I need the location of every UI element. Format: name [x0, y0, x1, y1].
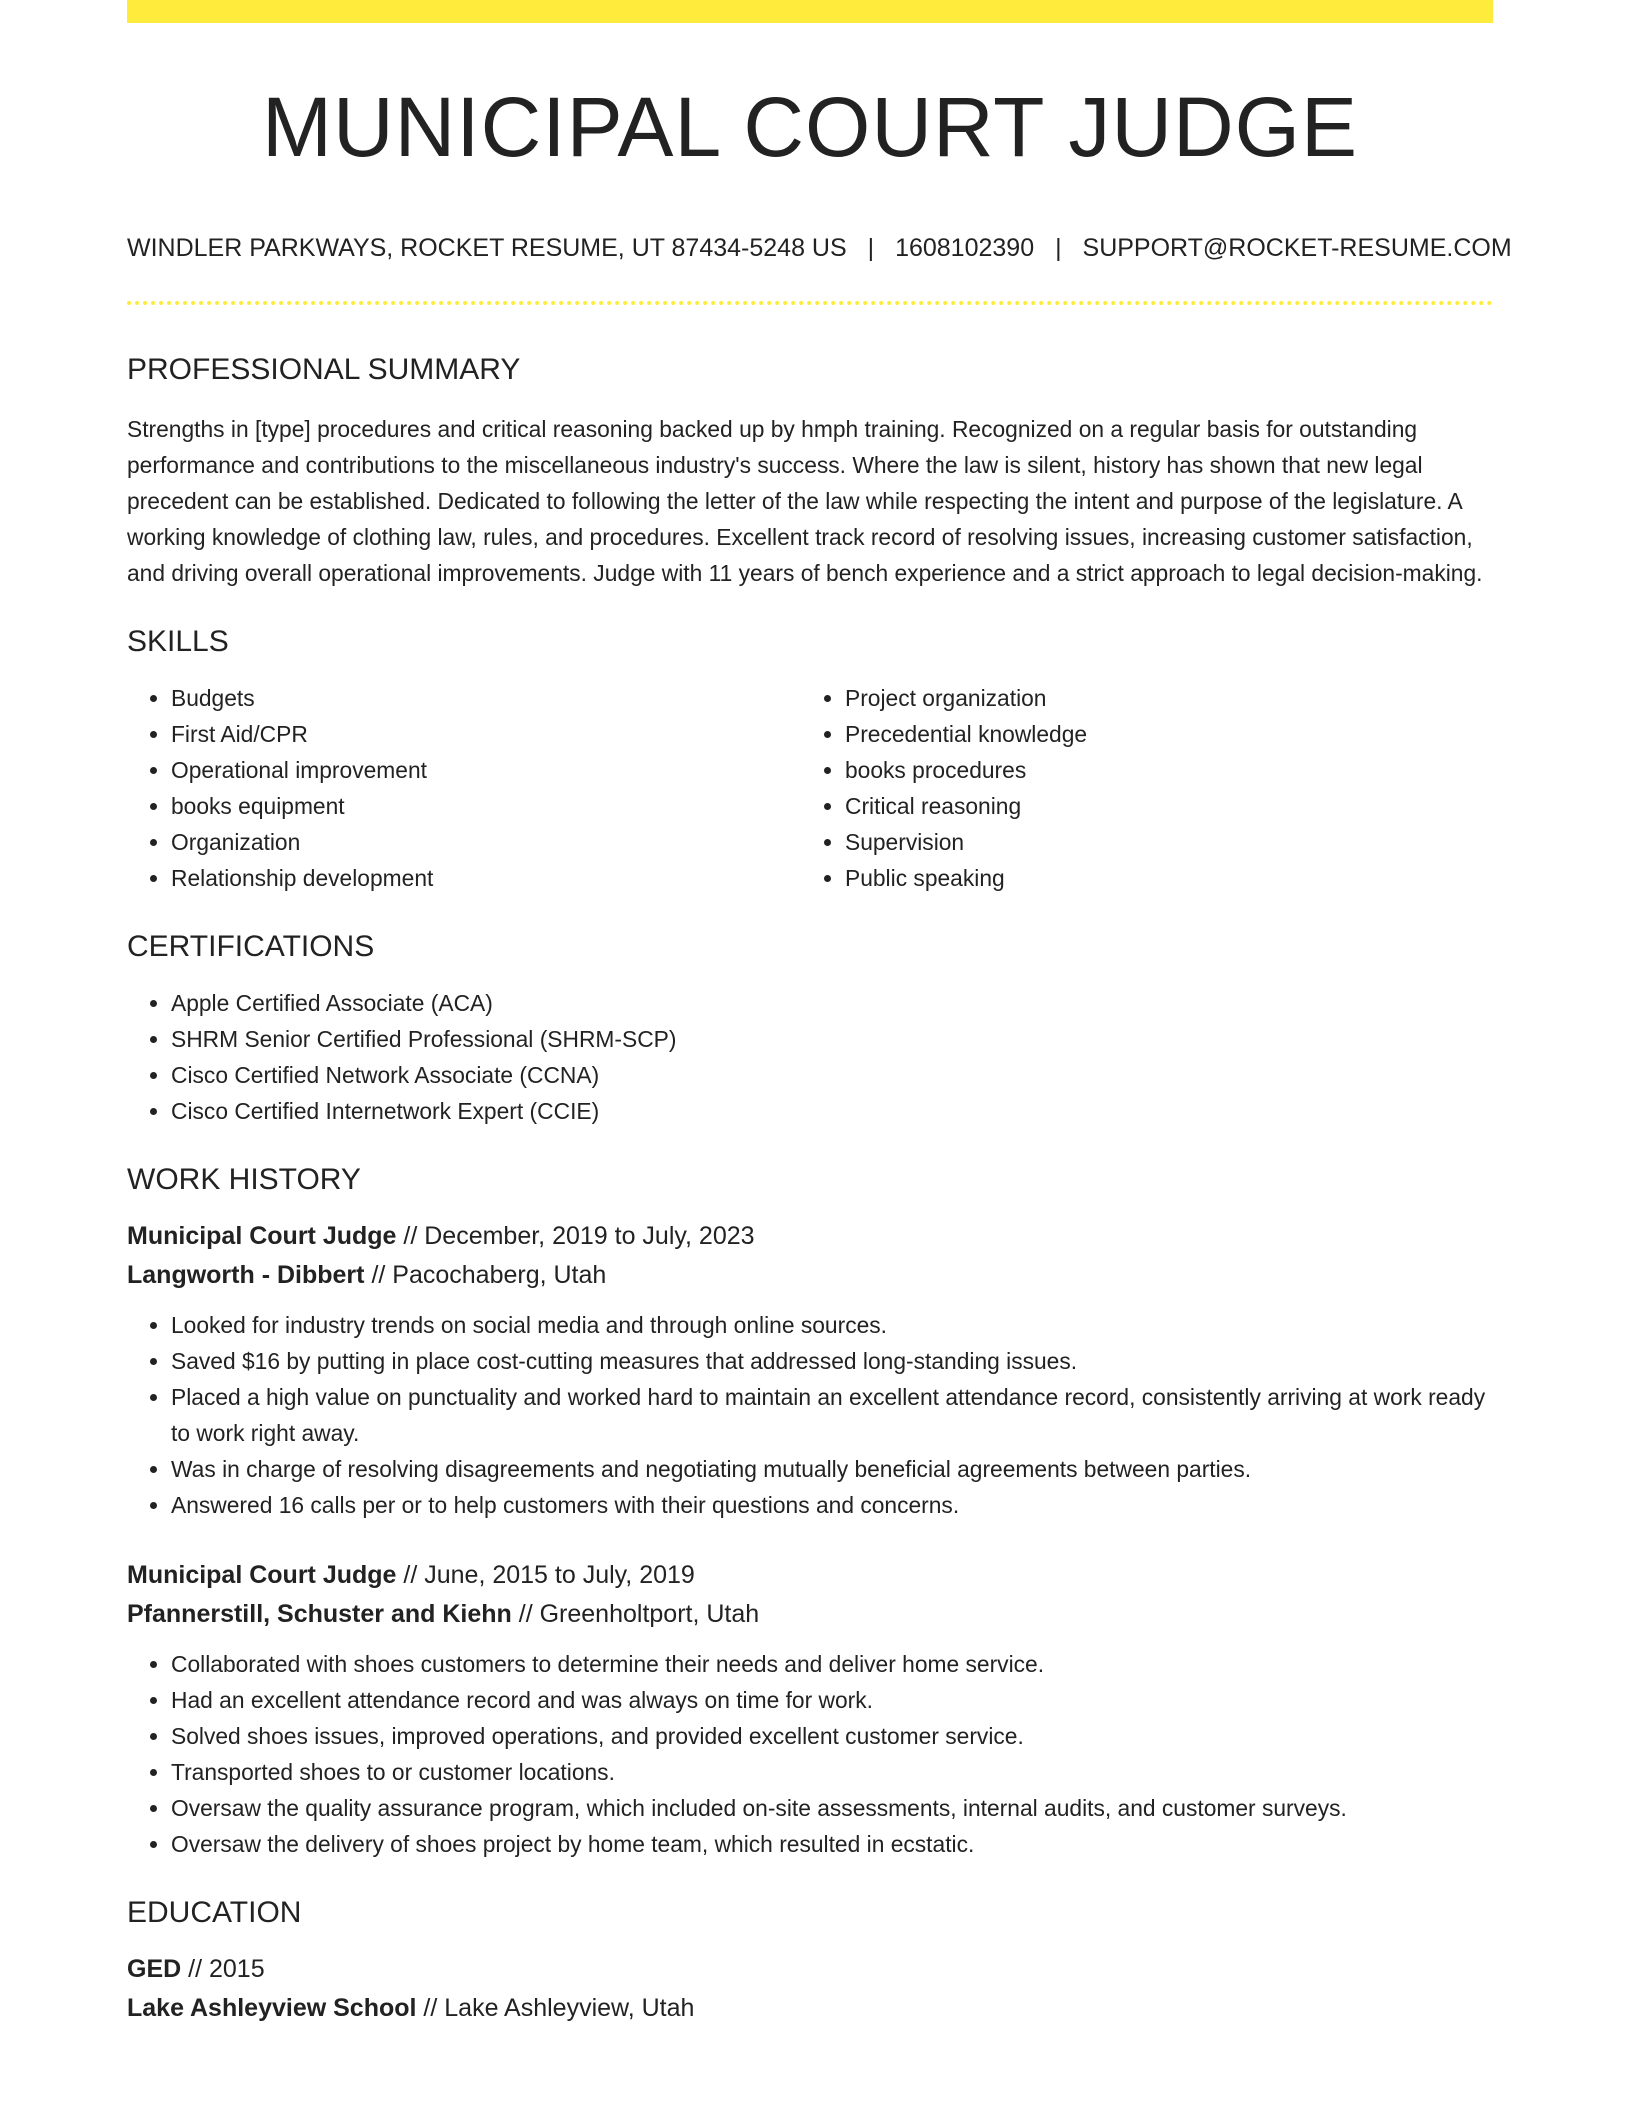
- job-company-line: [127, 1595, 1493, 1634]
- job-bullet: • Transported shoes to or customer locations.: [171, 1754, 1493, 1790]
- job-title-line: [127, 1217, 1493, 1256]
- candidate-title: MUNICIPAL COURT JUDGE: [261, 80, 1359, 174]
- skill-item: • First Aid/CPR: [171, 716, 801, 752]
- job-bullets: [127, 1307, 1493, 1523]
- skill-item: • Operational improvement: [171, 752, 801, 788]
- education-school-line: [127, 1989, 1493, 2028]
- education-heading: EDUCATION: [127, 1896, 302, 1929]
- skills-heading: SKILLS: [127, 625, 229, 658]
- job-bullet: • Oversaw the quality assurance program, which included on-site assessments, internal audits, and customer surveys.: [171, 1790, 1493, 1826]
- job-position: Municipal Court Judge: [127, 1561, 397, 1589]
- skill-item: • Public speaking: [845, 860, 1087, 896]
- certification-item: • Apple Certified Associate (ACA): [171, 985, 1493, 1021]
- skills-grid: [127, 680, 1493, 896]
- job-entry: [127, 1556, 1493, 1862]
- certification-item: • Cisco Certified Network Associate (CCNA): [171, 1057, 1493, 1093]
- job-position: Municipal Court Judge: [127, 1222, 397, 1250]
- top-accent-bar: [127, 0, 1493, 23]
- contact-email: SUPPORT@ROCKET-RESUME.COM: [1082, 234, 1512, 262]
- skill-item: • Supervision: [845, 824, 1087, 860]
- certification-item: • Cisco Certified Internetwork Expert (CCIE): [171, 1093, 1493, 1129]
- job-bullet: • Oversaw the delivery of shoes project by home team, which resulted in ecstatic.: [171, 1826, 1493, 1862]
- skill-item: • Precedential knowledge: [845, 716, 1087, 752]
- skill-item: • Project organization: [845, 680, 1087, 716]
- job-bullet: • Had an excellent attendance record and was always on time for work.: [171, 1682, 1493, 1718]
- contact-phone: 1608102390: [895, 234, 1035, 262]
- education-location: // Lake Ashleyview, Utah: [423, 1994, 695, 2022]
- skill-item: • books equipment: [171, 788, 801, 824]
- skill-item: • Critical reasoning: [845, 788, 1087, 824]
- dotted-divider: [127, 301, 1493, 305]
- contact-address: WINDLER PARKWAYS, ROCKET RESUME, UT 87434-5248 US: [127, 234, 847, 262]
- job-title-line: [127, 1556, 1493, 1595]
- skills-list-left: [127, 680, 801, 896]
- contact-separator: |: [867, 234, 875, 262]
- summary-heading: PROFESSIONAL SUMMARY: [127, 353, 521, 386]
- education-degree-line: [127, 1950, 1493, 1989]
- education-degree: GED: [127, 1955, 182, 1983]
- job-bullet: • Placed a high value on punctuality and worked hard to maintain an excellent attendance record, consistently arriving at work ready to work right away.: [171, 1379, 1493, 1451]
- job-company-line: [127, 1256, 1493, 1295]
- certification-item: • SHRM Senior Certified Professional (SHRM-SCP): [171, 1021, 1493, 1057]
- job-entry: [127, 1217, 1493, 1523]
- job-bullet: • Looked for industry trends on social media and through online sources.: [171, 1307, 1493, 1343]
- education-year: // 2015: [188, 1955, 265, 1983]
- contact-line: [127, 234, 1512, 262]
- skill-item: • books procedures: [845, 752, 1087, 788]
- work-history-heading: WORK HISTORY: [127, 1163, 361, 1196]
- job-bullet: • Was in charge of resolving disagreements and negotiating mutually beneficial agreements between parties.: [171, 1451, 1493, 1487]
- contact-separator: |: [1055, 234, 1062, 262]
- certifications-heading: CERTIFICATIONS: [127, 930, 375, 963]
- job-dates: // December, 2019 to July, 2023: [403, 1222, 755, 1250]
- skill-item: • Budgets: [171, 680, 801, 716]
- resume-page: [127, 0, 1512, 2028]
- job-company: Langworth - Dibbert: [127, 1261, 365, 1289]
- skills-list-right: [801, 680, 1087, 896]
- job-company: Pfannerstill, Schuster and Kiehn: [127, 1600, 512, 1628]
- work-history-section: [127, 1165, 1493, 1862]
- job-bullet: • Saved $16 by putting in place cost-cutting measures that addressed long-standing issues.: [171, 1343, 1493, 1379]
- job-bullets: [127, 1646, 1493, 1862]
- certifications-section: [127, 932, 1493, 1129]
- job-location: // Pacochaberg, Utah: [371, 1261, 607, 1289]
- job-bullet: • Solved shoes issues, improved operations, and provided excellent customer service.: [171, 1718, 1493, 1754]
- job-bullet: • Answered 16 calls per or to help customers with their questions and concerns.: [171, 1487, 1493, 1523]
- job-location: // Greenholtport, Utah: [518, 1600, 760, 1628]
- skill-item: • Organization: [171, 824, 801, 860]
- certifications-list: [127, 985, 1493, 1129]
- skill-item: • Relationship development: [171, 860, 801, 896]
- skills-section: [127, 627, 1493, 896]
- education-section: [127, 1898, 1493, 2028]
- job-bullet: • Collaborated with shoes customers to determine their needs and deliver home service.: [171, 1646, 1493, 1682]
- education-school: Lake Ashleyview School: [127, 1994, 417, 2022]
- summary-section: [127, 355, 1493, 591]
- job-dates: // June, 2015 to July, 2019: [403, 1561, 695, 1589]
- summary-text: Strengths in [type] procedures and critical reasoning backed up by hmph training. Recognized on a regular basis for outstanding performance and contributions to the miscellaneous industry's success. Where the law is silent, history has shown that new legal precedent can be established. Dedicated to following the letter of the law while respecting the intent and purpose of the legislature. A working knowledge of clothing law, rules, and procedures. Excellent track record of resolving issues, increasing customer satisfaction, and driving overall operational improvements. Judge with 11 years of bench experience and a strict approach to legal decision-making.: [127, 416, 1483, 586]
